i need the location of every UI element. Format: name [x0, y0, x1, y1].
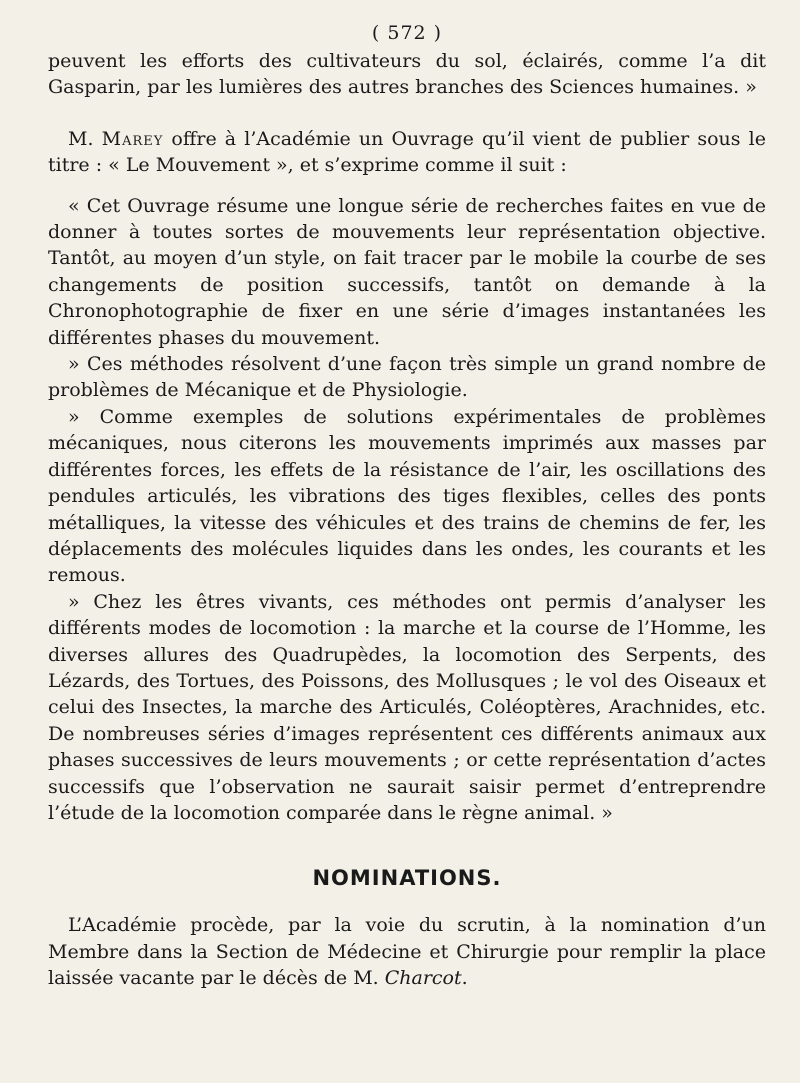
- paragraph-prefix: M.: [68, 127, 102, 150]
- author-name: Marey: [101, 127, 164, 150]
- paragraph-text: offre à l’Académie un Ouvrage qu’il vient de publier sous le titre : « Le Mouvement », et s’exprime comme il suit :: [48, 127, 766, 177]
- name-italic: Charcot: [384, 967, 462, 990]
- paragraph-marey-intro: [48, 126, 766, 179]
- paragraph-text: L’Académie procède, par la voie du scrutin, à la nomination d’un Membre dans la Section de Médecine et Chirurgie pour remplir la place laissée vacante par le décès de M.: [48, 914, 766, 990]
- paragraph-nomination: [48, 912, 766, 991]
- paragraph-end: .: [461, 967, 468, 990]
- paragraph-etres-vivants: » Chez les êtres vivants, ces méthodes ont permis d’analyser les différents modes de locomotion : la marche et la course de l’Homme, les diverses allures des Quadrupèdes, la locomotion des Serpents, des Lézards, des Tortues, des Poissons, des Mollusques ; le vol des Oiseaux et celui des Insectes, la marche des Articulés, Coléoptères, Arachnides, etc. De nombreuses séries d’images représentent ces différents animaux aux phases successives de leurs mouvements ; or cette représentation d’actes successifs que l’observation ne saurait saisir permet d’entreprendre l’étude de la locomotion comparée dans le règne animal. »: [48, 590, 766, 824]
- paragraph-ouvrage: « Cet Ouvrage résume une longue série de recherches faites en vue de donner à toutes sortes de mouvements leur représentation objective. Tantôt, au moyen d’un style, on fait tracer par le mobile la courbe de ses changements de position successifs, tantôt on demande à la Chronophotographie de fixer en une série d’images instantanées les différentes phases du mouvement.: [48, 194, 766, 349]
- paragraph-continuation: peuvent les efforts des cultivateurs du sol, éclairés, comme l’a dit Gasparin, par les lumières des autres branches des Sciences humaines. »: [48, 50, 766, 99]
- paragraph-methodes: » Ces méthodes résolvent d’une façon très simple un grand nombre de problèmes de Mécanique et de Physiologie.: [48, 353, 766, 402]
- page-number: ( 572 ): [371, 22, 443, 44]
- section-heading: NOMINATIONS.: [312, 866, 502, 891]
- page: [48, 22, 766, 992]
- paragraph-exemples: » Comme exemples de solutions expérimentales de problèmes mécaniques, nous citerons les mouvements imprimés aux masses par différentes forces, les effets de la résistance de l’air, les oscillations des pendules articulés, les vibrations des tiges flexibles, celles des ponts métalliques, la vitesse des véhicules et des trains de chemins de fer, les déplacements des molécules liquides dans les ondes, les courants et les remous.: [48, 405, 766, 587]
